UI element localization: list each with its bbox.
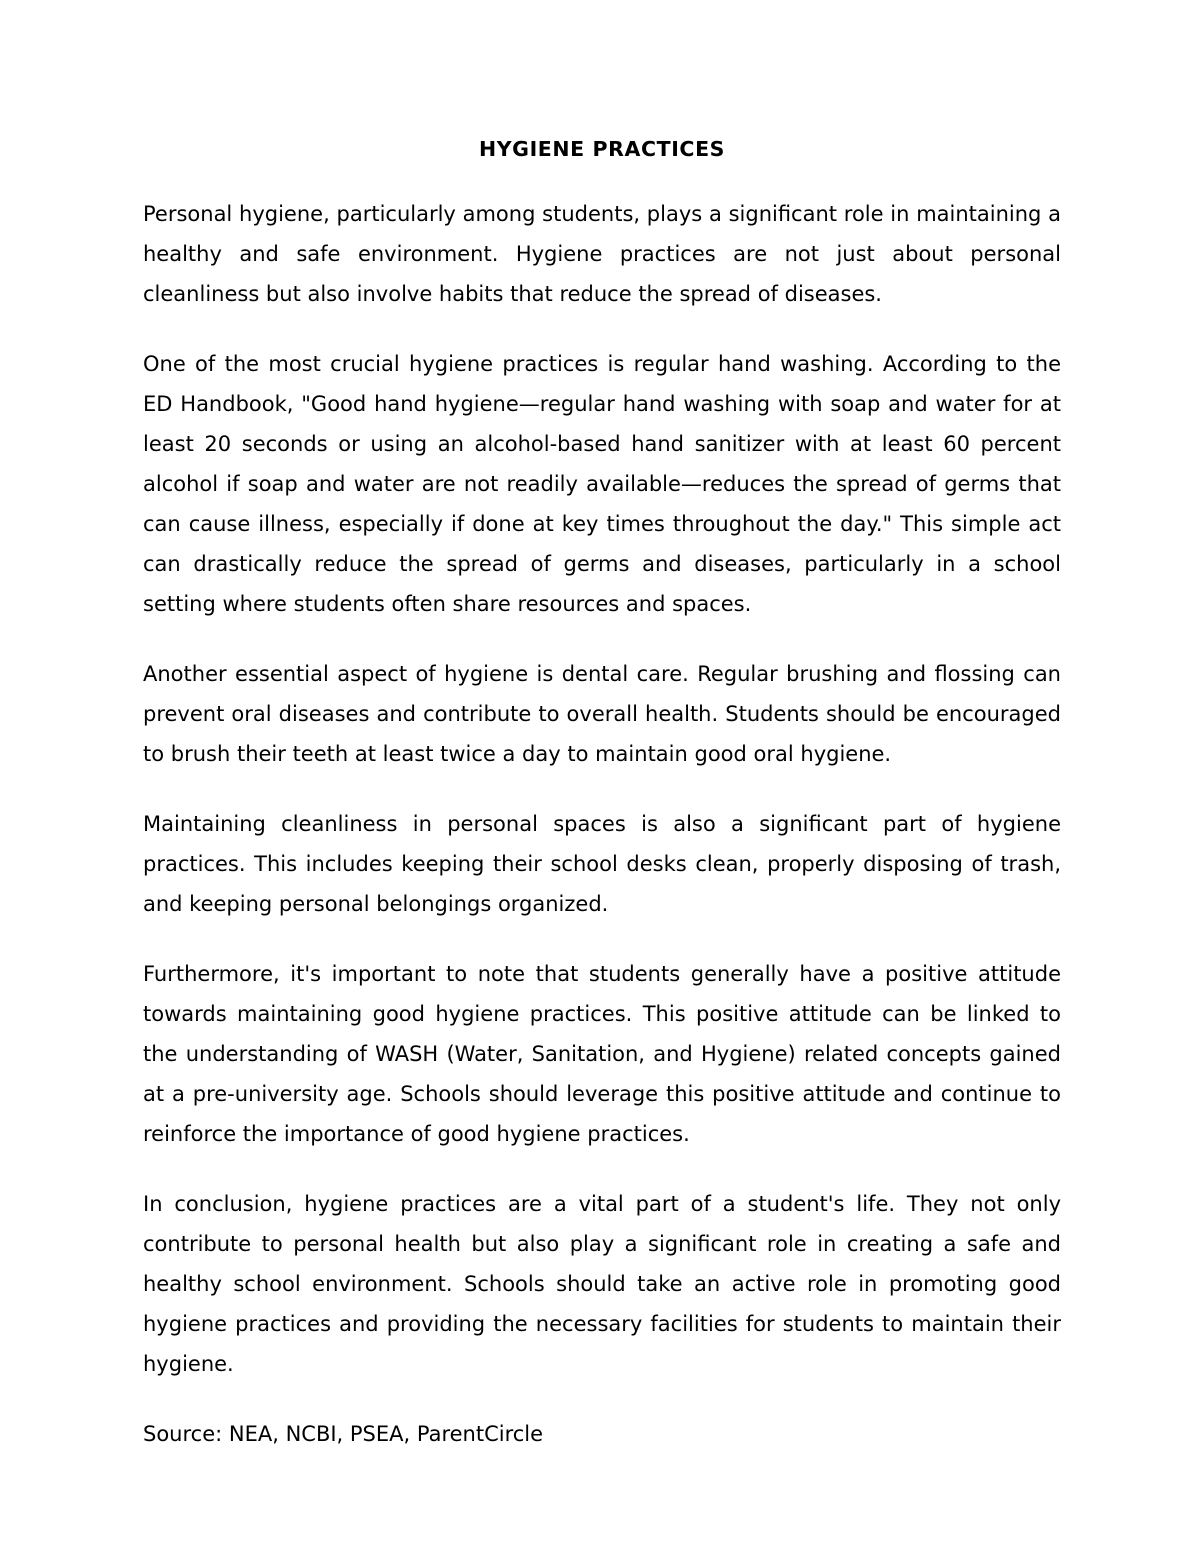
paragraph-dental-care: Another essential aspect of hygiene is dental care. Regular brushing and flossing can prevent oral diseases and contribute to overall health. Students should be encouraged to brush their teeth at least twice a day to maintain good oral hygiene. <box>143 662 1061 766</box>
source-line: Source: NEA, NCBI, PSEA, ParentCircle <box>143 1422 544 1446</box>
page-title: HYGIENE PRACTICES <box>478 137 726 161</box>
paragraph-conclusion: In conclusion, hygiene practices are a vital part of a student's life. They not only contribute to personal health but also play a significant role in creating a safe and healthy school environment. Schools should take an active role in promoting good hygiene practices and providing the necessary facilities for students to maintain their hygiene. <box>143 1192 1061 1376</box>
paragraph-personal-spaces: Maintaining cleanliness in personal spaces is also a significant part of hygiene practices. This includes keeping their school desks clean, properly disposing of trash, and keeping personal belongings organized. <box>143 812 1061 916</box>
paragraph-positive-attitude: Furthermore, it's important to note that students generally have a positive attitude towards maintaining good hygiene practices. This positive attitude can be linked to the understanding of WASH (Water, Sanitation, and Hygiene) related concepts gained at a pre-university age. Schools should leverage this positive attitude and continue to reinforce the importance of good hygiene practices. <box>143 962 1061 1146</box>
paragraph-intro: Personal hygiene, particularly among students, plays a significant role in maintaining a healthy and safe environment. Hygiene practices are not just about personal cleanliness but also involve habits that reduce the spread of diseases. <box>143 202 1061 306</box>
document-body <box>143 136 1061 1454</box>
paragraph-hand-washing: One of the most crucial hygiene practices is regular hand washing. According to the ED Handbook, "Good hand hygiene—regular hand washing with soap and water for at least 20 seconds or using an alcohol-based hand sanitizer with at least 60 percent alcohol if soap and water are not readily available—reduces the spread of germs that can cause illness, especially if done at key times throughout the day." This simple act can drastically reduce the spread of germs and diseases, particularly in a school setting where students often share resources and spaces. <box>143 352 1061 616</box>
